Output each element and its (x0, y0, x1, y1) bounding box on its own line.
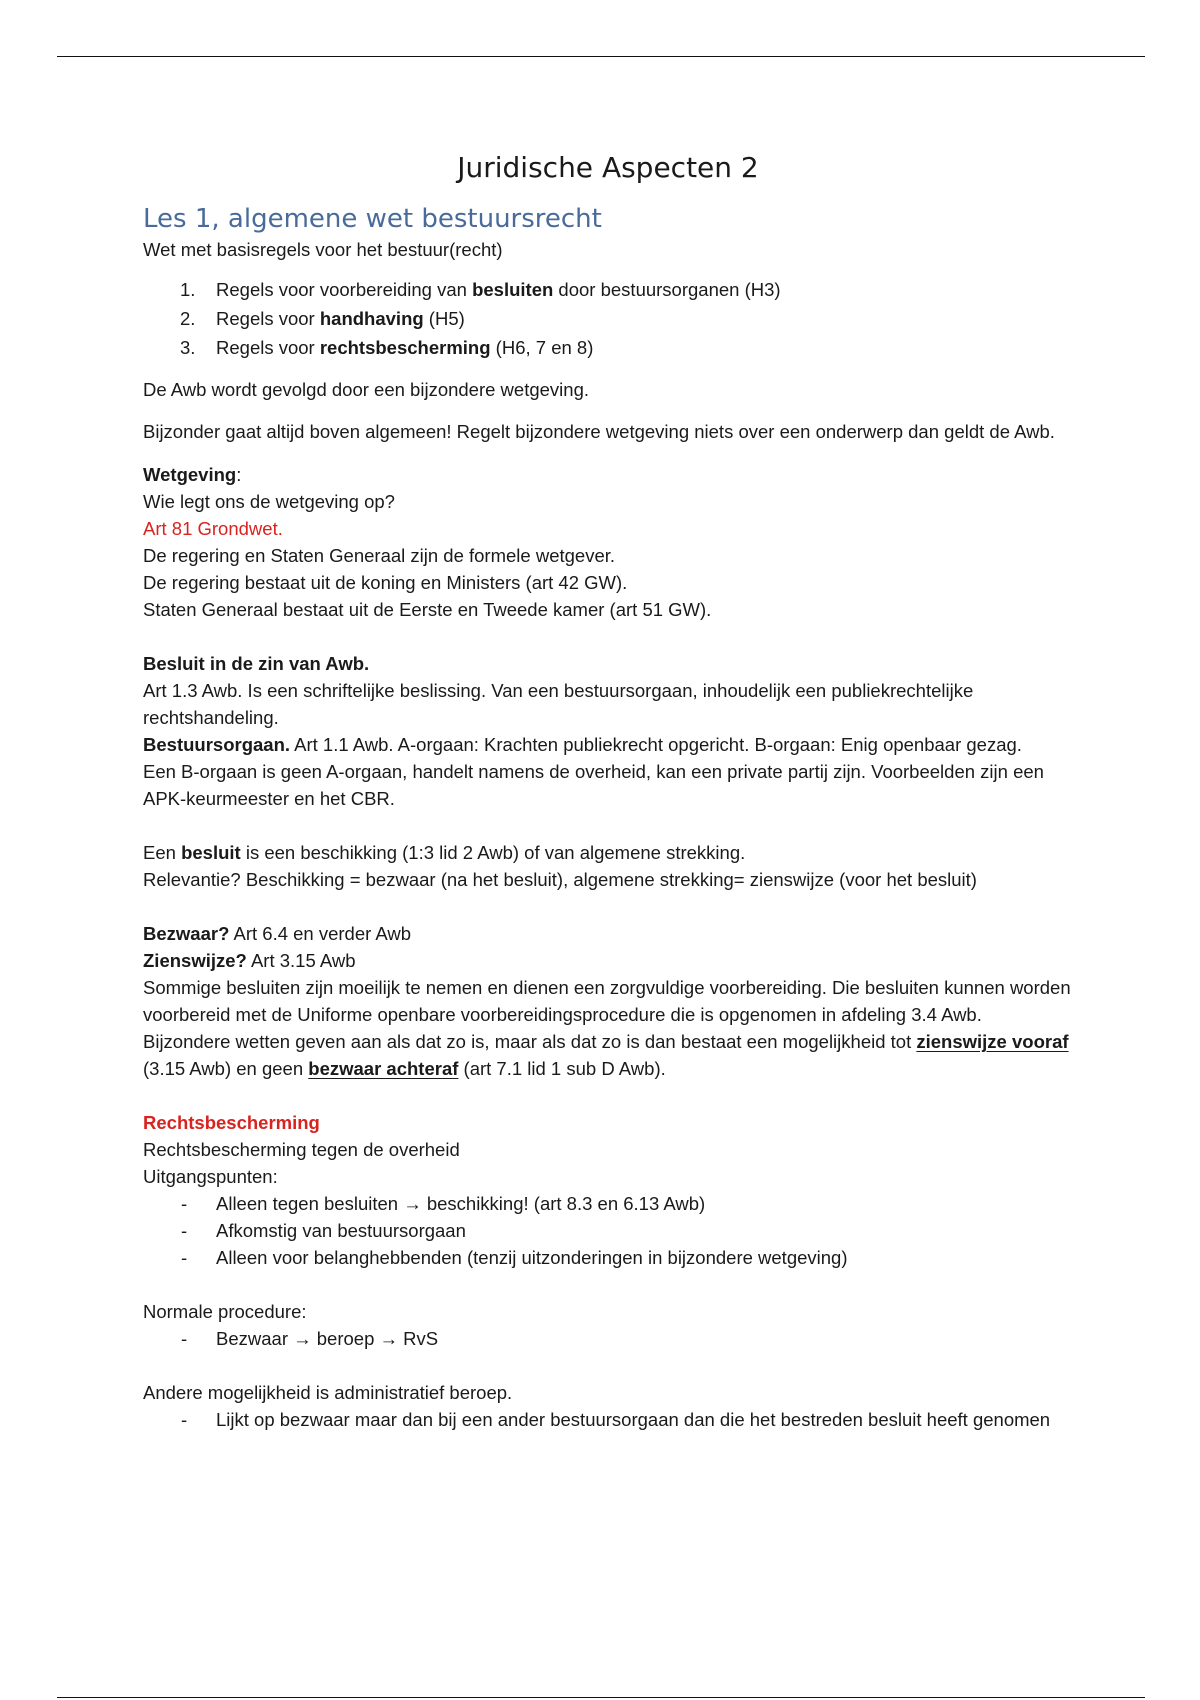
awb-followed-text: De Awb wordt gevolgd door een bijzondere wetgeving. (143, 379, 590, 400)
bestuursorgaan-text: Bestuursorgaan. Art 1.1 Awb. A-orgaan: Krachten publiekrecht opgericht. B-orgaan: Enig openbaar gezag. (143, 734, 1022, 755)
wetgeving-line: De regering bestaat uit de koning en Ministers (art 42 GW). (143, 572, 628, 593)
normale-procedure-label: Normale procedure: (143, 1301, 307, 1322)
zienswijze-line: Zienswijze? Art 3.15 Awb (143, 950, 356, 971)
wetgeving-line: Staten Generaal bestaat uit de Eerste en Tweede kamer (art 51 GW). (143, 599, 712, 620)
besluit-heading: Besluit in de zin van Awb. (143, 653, 370, 674)
header-rule (57, 56, 1145, 57)
besluit-definition: Een besluit is een beschikking (1:3 lid 2 Awb) of van algemene strekking. (143, 842, 746, 863)
uitgangspunten-label: Uitgangspunten: (143, 1166, 278, 1187)
document-title: Juridische Aspecten 2 (457, 151, 759, 184)
art81-reference: Art 81 Grondwet. (143, 518, 283, 539)
document-body (143, 140, 1073, 1433)
list-item: 2. Regels voor handhaving (H5) (180, 308, 465, 329)
footer-rule (57, 1697, 1145, 1698)
bezwaar-line: Bezwaar? Art 6.4 en verder Awb (143, 923, 412, 944)
lesson-intro: Wet met basisregels voor het bestuur(recht) (143, 239, 503, 260)
wetgeving-question: Wie legt ons de wetgeving op? (143, 491, 395, 512)
art13-text: Art 1.3 Awb. Is een schriftelijke beslissing. Van een bestuursorgaan, inhoudelijk een publiekrechtelijke rechtshandeling. (143, 680, 974, 728)
list-item: 3. Regels voor rechtsbescherming (H6, 7 en 8) (180, 337, 594, 358)
andere-list (143, 1406, 1073, 1433)
rechtsbescherming-line: Rechtsbescherming tegen de overheid (143, 1139, 460, 1160)
wetgeving-label: Wetgeving: (143, 464, 242, 485)
bijzonder-text: Bijzonder gaat altijd boven algemeen! Regelt bijzondere wetgeving niets over een onderwerp dan geldt de Awb. (143, 421, 1055, 442)
list-item: 1. Regels voor voorbereiding van besluiten door bestuursorganen (H3) (180, 279, 781, 300)
uitgangspunten-list (143, 1190, 1073, 1271)
list-item: - Alleen voor belanghebbenden (tenzij uitzonderingen in bijzondere wetgeving) (181, 1247, 848, 1268)
list-item: - Bezwaar → beroep → RvS (181, 1328, 439, 1349)
list-item: - Lijkt op bezwaar maar dan bij een ander bestuursorgaan dan die het bestreden besluit heeft genomen (181, 1409, 1051, 1430)
rechtsbescherming-heading: Rechtsbescherming (143, 1112, 320, 1133)
lesson-heading: Les 1, algemene wet bestuursrecht (143, 204, 602, 234)
andere-mogelijkheid-text: Andere mogelijkheid is administratief beroep. (143, 1382, 513, 1403)
list-item: - Alleen tegen besluiten → beschikking! (art 8.3 en 6.13 Awb) (181, 1193, 706, 1214)
procedure-list (143, 1325, 1073, 1352)
voorbereiding-paragraph: Sommige besluiten zijn moeilijk te nemen en dienen een zorgvuldige voorbereiding. Die besluiten kunnen worden voorbereid met de Uniforme openbare voorbereidingsprocedure die is opgenomen in afdeling 3.4 Awb. Bijzondere wetten geven aan als dat zo is, maar als dat zo is dan bestaat een mogelijkheid tot zienswijze vooraf (3.15 Awb) en geen bezwaar achteraf (art 7.1 lid 1 sub D Awb). (143, 977, 1071, 1079)
rules-list (143, 275, 1073, 362)
relevantie-text: Relevantie? Beschikking = bezwaar (na het besluit), algemene strekking= zienswijze (voor het besluit) (143, 869, 977, 890)
b-orgaan-text: Een B-orgaan is geen A-orgaan, handelt namens de overheid, kan een private partij zijn. Voorbeelden zijn een APK-keurmeester en het CBR. (143, 761, 1044, 809)
list-item: - Afkomstig van bestuursorgaan (181, 1220, 466, 1241)
wetgeving-line: De regering en Staten Generaal zijn de formele wetgever. (143, 545, 616, 566)
